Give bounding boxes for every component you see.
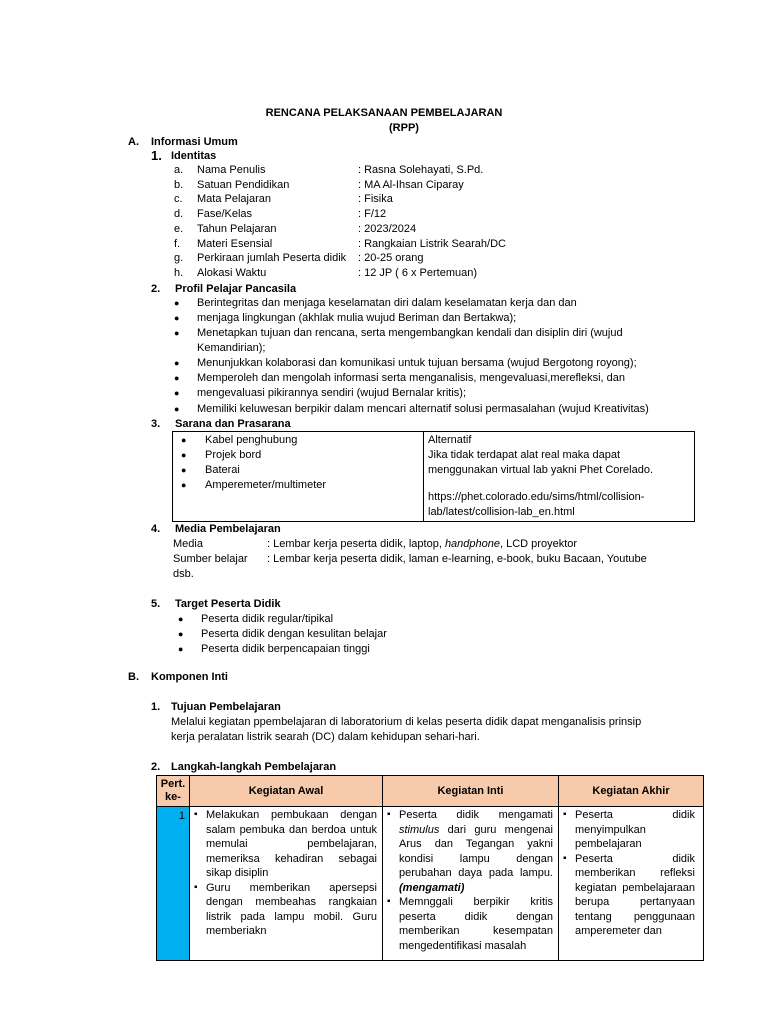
langkah-title: Langkah-langkah Pembelajaran — [171, 761, 337, 773]
langkah-table — [156, 775, 704, 961]
profil-line: menjaga lingkungan (akhlak mulia wujud Beriman dan Bertakwa); — [197, 312, 517, 324]
target-number: 5. — [151, 598, 161, 610]
profil-line: mengevaluasi pikirannya sendiri (wujud Bernalar kritis); — [197, 387, 467, 399]
identitas-value: : 12 JP ( 6 x Pertemuan) — [358, 266, 478, 279]
alt-text-2: menggunakan virtual lab yakni Phet Corelado. — [428, 464, 654, 476]
profil-line: Memperoleh dan mengolah informasi serta menganalisis, mengevaluasi,merefleksi, dan — [197, 372, 625, 384]
bullet-icon: ● — [174, 358, 180, 368]
sarana-items-cell — [173, 432, 424, 522]
bullet-icon: ● — [174, 328, 180, 338]
sumber-label: Sumber belajar — [173, 553, 248, 565]
bullet-icon: ● — [174, 373, 180, 383]
identitas-value: : Rangkaian Listrik Searah/DC — [358, 237, 506, 250]
sarana-item — [177, 433, 419, 448]
sarana-item-label: Kabel penghubung — [205, 434, 298, 446]
identitas-label: Materi Esensial — [197, 237, 273, 250]
header-kegiatan-inti: Kegiatan Inti — [383, 776, 559, 807]
header-kegiatan-akhir: Kegiatan Akhir — [559, 776, 704, 807]
sumber-cont: dsb. — [173, 568, 194, 580]
profil-line: Menetapkan tujuan dan rencana, serta mengembangkan kendali dan disiplin diri (wujud — [197, 327, 623, 339]
identitas-value: : F/12 — [358, 208, 387, 221]
identitas-label: Nama Penulis — [197, 164, 266, 176]
media-number: 4. — [151, 523, 161, 535]
identitas-key: e. — [174, 222, 184, 235]
bullet-icon: ● — [174, 404, 180, 414]
identitas-value: : 2023/2024 — [358, 222, 417, 235]
media-title: Media Pembelajaran — [175, 523, 281, 535]
inti-item: ▪ Peserta didik mengamati stimulus dari guru mengenai Arus dan Tegangan yakni kondisi lampu dengan perubahan daya pada lampu. (mengamati) — [385, 808, 553, 895]
media-label: Media — [173, 538, 203, 550]
akhir-item: ▪ Peserta didik memberikan refleksi kegiatan pembelajaraan berupa pertanyaan tentang penggunaan amperemeter dan — [561, 852, 695, 939]
target-title: Target Peserta Didik — [175, 598, 281, 610]
sarana-table — [172, 431, 695, 522]
bullet-icon: ● — [178, 614, 184, 624]
identitas-key: g. — [174, 252, 184, 265]
bullet-icon: ● — [174, 388, 180, 398]
section-b-title: Komponen Inti — [151, 671, 228, 683]
bullet-icon: ● — [178, 644, 184, 654]
target-item: Peserta didik dengan kesulitan belajar — [201, 628, 387, 640]
sarana-item — [177, 463, 419, 478]
document-title: RENCANA PELAKSANAAN PEMBELAJARAN — [265, 107, 503, 119]
alt-url-1[interactable]: https://phet.colorado.edu/sims/html/collision- — [428, 491, 645, 503]
bullet-icon: ● — [181, 435, 187, 445]
profil-line: Berintegritas dan menjaga keselamatan diri dalam keselamatan kerja dan dan — [197, 297, 577, 309]
identitas-key: d. — [174, 208, 184, 221]
section-a-letter: A. — [128, 136, 139, 148]
target-item: Peserta didik regular/tipikal — [201, 613, 334, 625]
bullet-icon: ● — [174, 313, 180, 323]
langkah-number: 2. — [151, 761, 161, 773]
sarana-item — [177, 478, 419, 493]
akhir-item: ▪ Peserta didik menyimpulkan pembelajaran — [561, 808, 695, 852]
identitas-title: Identitas — [171, 150, 217, 162]
identitas-key: h. — [174, 266, 184, 279]
tujuan-line-1: Melalui kegiatan ppembelajaran di laboratorium di kelas peserta didik dapat menganalisis prinsip — [171, 716, 642, 728]
identitas-label: Fase/Kelas — [197, 208, 253, 221]
bullet-icon: ● — [178, 629, 184, 639]
bullet-icon: ● — [181, 480, 187, 490]
identitas-key: f. — [174, 237, 181, 250]
identitas-key: c. — [174, 193, 183, 206]
identitas-label: Mata Pelajaran — [197, 193, 271, 206]
awal-item: ▪ Melakukan pembukaan dengan salam pembuka dan berdoa untuk memulai pembelajaran, memeriksa kehadiran sebagai sikap disiplin — [192, 808, 377, 881]
alt-text-1: Jika tidak terdapat alat real maka dapat — [428, 449, 621, 461]
profil-line: Kemandirian); — [197, 342, 266, 354]
section-b-letter: B. — [128, 671, 139, 683]
sarana-alternative-cell — [424, 432, 695, 522]
sumber-value: : Lembar kerja peserta didik, laman e-learning, e-book, buku Bacaan, Youtube — [267, 553, 647, 565]
document-subtitle: (RPP) — [389, 122, 419, 134]
awal-item: ▪ Guru memberikan apersepsi dengan membeahas rangkaian listrik pada lampu mobil. Guru memberiakn — [192, 881, 377, 939]
header-kegiatan-awal: Kegiatan Awal — [190, 776, 383, 807]
bullet-icon: ● — [181, 450, 187, 460]
identitas-number: 1. — [151, 148, 162, 163]
sarana-item — [177, 448, 419, 463]
media-value: : Lembar kerja peserta didik, laptop, handphone, LCD proyektor — [267, 538, 578, 550]
profil-line: Menunjukkan kolaborasi dan komunikasi untuk tujuan bersama (wujud Bergotong royong); — [197, 357, 637, 369]
profil-title: Profil Pelajar Pancasila — [175, 283, 297, 295]
alt-title: Alternatif — [428, 434, 472, 446]
row-number: 1 — [157, 807, 190, 961]
sarana-item-label: Amperemeter/multimeter — [205, 479, 327, 491]
tujuan-number: 1. — [151, 701, 161, 713]
section-a-title: Informasi Umum — [151, 136, 238, 148]
identitas-label: Alokasi Waktu — [197, 266, 267, 279]
kegiatan-awal-cell — [190, 807, 383, 961]
kegiatan-akhir-cell — [559, 807, 704, 961]
header-pert: Pert. ke- — [157, 776, 190, 807]
inti-item: ▪ Memnggali berpikir kritis peserta didik dengan memberikan kesempatan mengedentifikasi masalah — [385, 895, 553, 953]
identitas-value: : Rasna Solehayati, S.Pd. — [358, 164, 484, 176]
profil-line: Memiliki keluwesan berpikir dalam mencari alternatif solusi permasalahan (wujud Kreativitas) — [197, 403, 649, 415]
identitas-label: Satuan Pendidikan — [197, 178, 290, 191]
sarana-number: 3. — [151, 418, 161, 430]
sarana-item-label: Baterai — [205, 464, 240, 476]
bullet-icon: ● — [174, 298, 180, 308]
tujuan-title: Tujuan Pembelajaran — [171, 701, 281, 713]
kegiatan-inti-cell — [383, 807, 559, 961]
sarana-title: Sarana dan Prasarana — [175, 418, 291, 430]
identitas-key: b. — [174, 178, 184, 191]
profil-number: 2. — [151, 283, 161, 295]
bullet-icon: ● — [181, 465, 187, 475]
identitas-key: a. — [174, 164, 184, 176]
identitas-value: : Fisika — [358, 193, 393, 206]
identitas-value: : 20-25 orang — [358, 252, 424, 265]
identitas-label: Tahun Pelajaran — [197, 222, 277, 235]
target-item: Peserta didik berpencapaian tinggi — [201, 643, 370, 655]
tujuan-line-2: kerja peralatan listrik searah (DC) dalam kehidupan sehari-hari. — [171, 731, 480, 743]
sarana-item-label: Projek bord — [205, 449, 262, 461]
identitas-label: Perkiraan jumlah Peserta didik — [197, 252, 347, 265]
identitas-value: : MA Al-Ihsan Ciparay — [358, 178, 464, 191]
alt-url-2[interactable]: lab/latest/collision-lab_en.html — [428, 506, 575, 518]
